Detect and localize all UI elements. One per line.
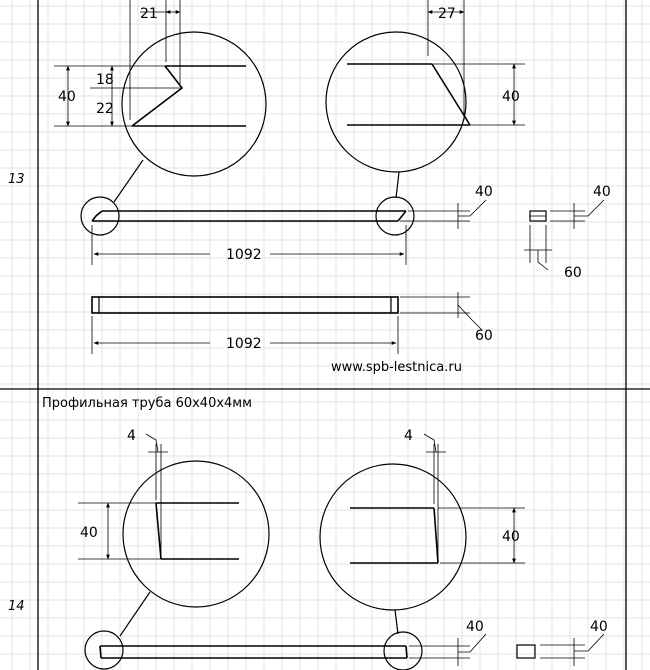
section-caption: Профильная труба 60х40х4мм	[42, 396, 252, 411]
dim-60-section: 60	[564, 265, 582, 281]
section-view-14	[517, 619, 608, 666]
dim-21: 21	[140, 6, 158, 22]
row-number-14: 14	[8, 599, 25, 614]
dim-18: 18	[96, 72, 114, 88]
dim-22: 22	[96, 101, 114, 117]
dim-40-beam: 40	[475, 184, 493, 200]
dim-40-left-14: 40	[80, 525, 98, 541]
dim-40-section-14: 40	[590, 619, 608, 635]
dim-40-right-14: 40	[502, 529, 520, 545]
dim-40-section: 40	[593, 184, 611, 200]
dim-4-left: 4	[127, 428, 136, 444]
website-text: www.spb-lestnica.ru	[331, 360, 462, 375]
dim-40-beam-14: 40	[466, 619, 484, 635]
dim-60-top: 60	[475, 328, 493, 344]
section-14	[42, 396, 608, 670]
beam-top-13	[92, 292, 493, 354]
detail-left-13	[54, 0, 266, 202]
dim-40-left: 40	[58, 89, 76, 105]
dim-1092-top: 1092	[226, 336, 262, 352]
beam-side-13	[81, 184, 493, 265]
dim-4-right: 4	[404, 428, 413, 444]
section-view-13	[524, 184, 611, 281]
dim-40-right: 40	[502, 89, 520, 105]
detail-right-14	[320, 428, 525, 634]
row-number-13: 13	[8, 172, 25, 187]
dim-27: 27	[438, 6, 456, 22]
dim-1092-side: 1092	[226, 247, 262, 263]
